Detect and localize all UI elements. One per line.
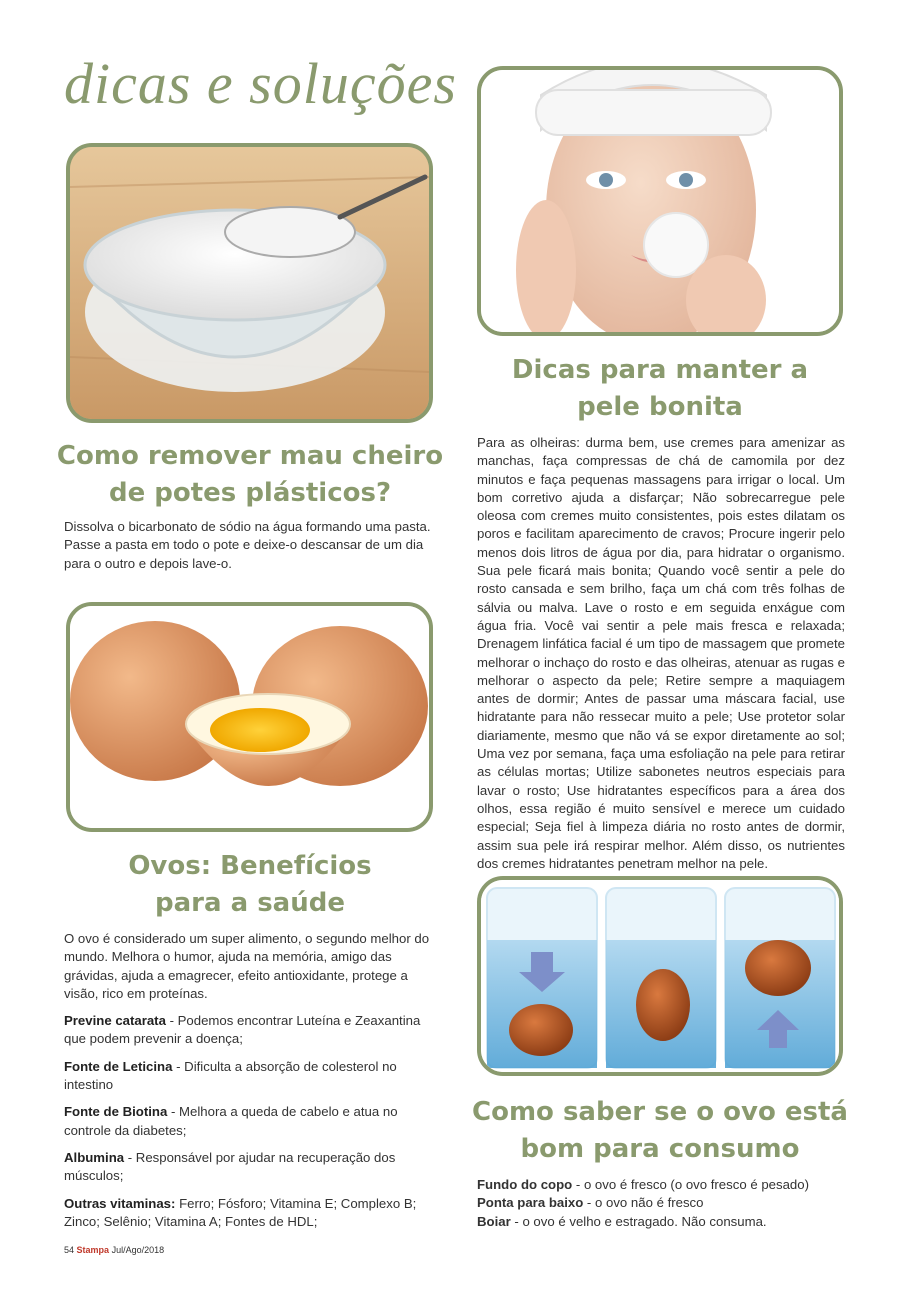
eggs-item-text: - Podemos encontrar Luteína e Zeaxantina que podem prevenir a doença; (64, 1013, 421, 1047)
baking-soda-photo (66, 143, 433, 423)
eggs-intro: O ovo é considerado um super alimento, o segundo melhor do mundo. Melhora o humor, ajuda na memória, amigo das grávidas, ajuda a emagrecer, efeito antioxidante, protege a visão, rico em proteínas. (64, 931, 430, 1001)
eggs-item-text: - Responsável por ajudar na recuperação dos músculos; (64, 1149, 396, 1184)
egg-test-item-label: Fundo do copo (477, 1177, 573, 1192)
eggs-body (64, 930, 434, 1240)
bicarbonate-heading-line2: de potes plásticos? (108, 478, 392, 508)
eggs-item (64, 1103, 434, 1140)
page-number: 54 (64, 1245, 75, 1255)
egg-test-heading-line1: Como saber se o ovo está (472, 1097, 848, 1127)
egg-test-item (477, 1176, 845, 1194)
eggs-photo (66, 602, 433, 832)
eggs-item-text: - Melhora a queda de cabelo e atua no controle da diabetes; (64, 1104, 398, 1138)
eggs-item-label: Fonte de Leticina (64, 1058, 173, 1074)
eggs-item (64, 1058, 434, 1095)
eggs-heading-line2: para a saúde (155, 888, 345, 918)
egg-test-item-text: - o ovo é fresco (o ovo fresco é pesado) (572, 1177, 809, 1192)
eggs-heading (50, 848, 450, 922)
egg-test-heading (460, 1094, 860, 1168)
egg-test-heading-line2: bom para consumo (520, 1134, 800, 1164)
egg-test-item (477, 1194, 845, 1212)
skin-heading-line1: Dicas para manter a (511, 355, 809, 385)
egg-test-item-text: - o ovo não é fresco (583, 1195, 704, 1211)
eggs-heading-line1: Ovos: Benefícios (128, 851, 372, 881)
eggs-item-text: - Dificulta a absorção de colesterol no intestino (64, 1058, 397, 1093)
bicarbonate-heading-line1: Como remover mau cheiro (56, 441, 444, 471)
issue-date: Jul/Ago/2018 (111, 1245, 165, 1255)
bicarbonate-body: Dissolva o bicarbonato de sódio na água formando uma pasta. Passe a pasta em todo o pote e deixe-o descansar de um dia para o outro e depois lave-o. (64, 519, 431, 571)
eggs-item (64, 1012, 434, 1049)
section-title: dicas e soluções (64, 51, 457, 116)
face-skincare-photo (477, 66, 843, 336)
egg-test-item (477, 1213, 845, 1231)
skin-heading-line2: pele bonita (577, 392, 743, 422)
egg-water-test-photo (477, 876, 843, 1076)
eggs-item (64, 1195, 434, 1232)
eggs-item-text: Ferro; Fósforo; Vitamina E; Complexo B; Zinco; Selênio; Vitamina A; Fontes de HDL; (64, 1195, 417, 1229)
egg-test-item-label: Ponta para baixo (477, 1195, 584, 1211)
page-folio (64, 1245, 164, 1255)
skin-heading (460, 352, 860, 426)
magazine-brand: Stampa (76, 1245, 110, 1255)
eggs-item (64, 1149, 434, 1186)
eggs-item-label: Outras vitaminas: (64, 1195, 176, 1211)
eggs-item-label: Previne catarata (64, 1013, 166, 1029)
egg-test-item-label: Boiar (477, 1213, 511, 1229)
eggs-item-label: Fonte de Biotina (64, 1104, 168, 1120)
egg-test-body (477, 1176, 845, 1231)
bicarbonate-heading (50, 438, 450, 512)
egg-test-item-text: - o ovo é velho e estragado. Não consuma. (510, 1213, 767, 1229)
eggs-item-label: Albumina (64, 1149, 125, 1165)
skin-body: Para as olheiras: durma bem, use cremes para amenizar as manchas, faça compressas de chá de camomila por dez minutos e faça pequenas massagens para irrigar o local. Um bom corretivo ajuda a disfarçar; Não sobrecarregue pele oleosa com cremes muito consistentes, pois estes dilatam os poros e facilitam aparecimento de cravos; Procure ingerir pelo menos dois litros de água por dia, para hidratar o organismo. Sua pele ficará mais bonita; Quando você sentir a pele do rosto cansada e sem brilho, faça um chá com três folhas de sálvia ou malva. Lave o rosto e em seguida enxágue com água fria. Você vai sentir a pele mais fresca e relaxada; Drenagem linfática facial é um tipo de massagem que promete melhorar o inchaço do rosto e das olheiras, atenuar as rugas e melhorar o aspecto da pele; Retire sempre a maquiagem antes de dormir; Antes de passar uma máscara facial, use hidratante para não ressecar muito a pele; Use protetor solar diariamente, mesmo que não vá se expor diretamente ao sol; Uma vez por semana, faça uma esfoliação na pele para retirar as células mortas; Utilize sabonetes neutros especiais para lavar o rosto; Use hidratantes específicos para a área dos olhos, essa região é muito sensível e merece um cuidado especial; Seja fiel à limpeza diária no rosto antes de dormir, assim sua pele irá respirar melhor. Além disso, os nutrientes dos cremes hidratantes penetram melhor na pele. (477, 435, 845, 871)
